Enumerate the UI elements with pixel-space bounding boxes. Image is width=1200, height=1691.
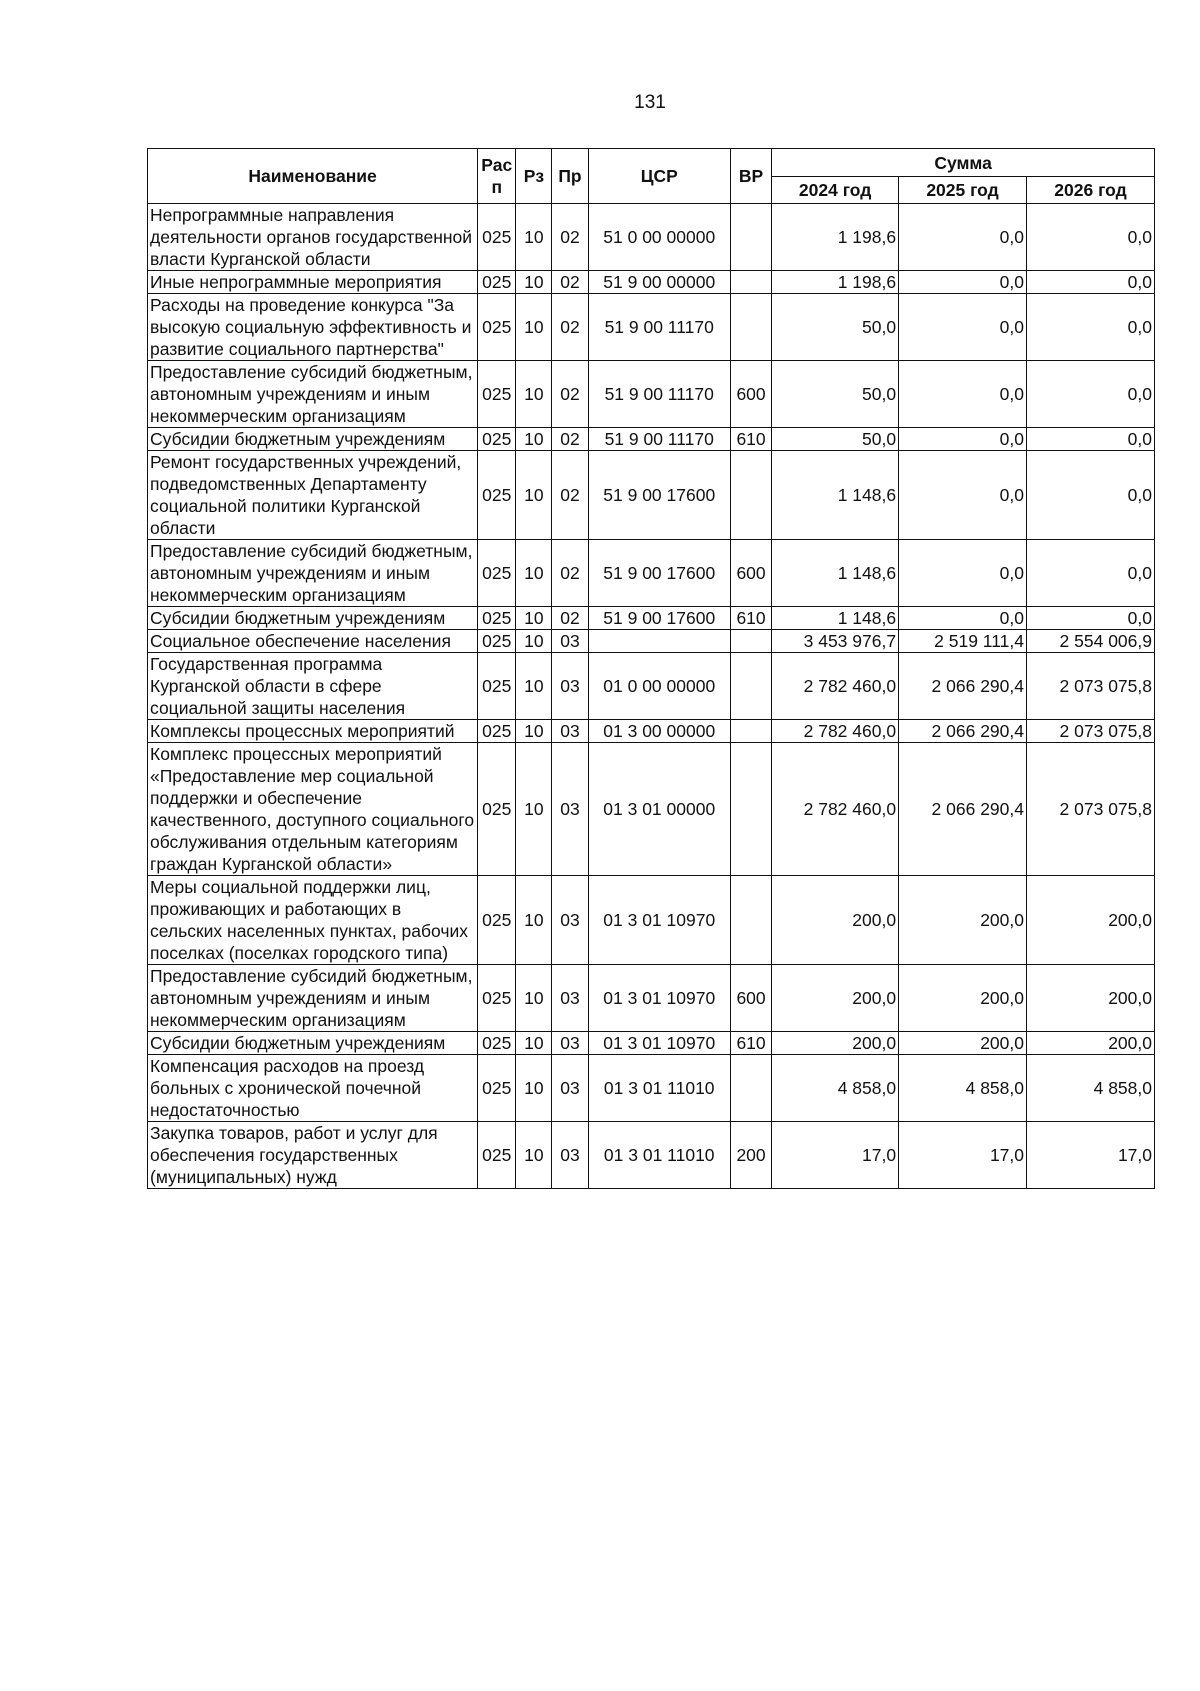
cell-pr: 03 xyxy=(552,743,588,876)
cell-rz: 10 xyxy=(516,607,552,630)
cell-name: Субсидии бюджетным учреждениям xyxy=(148,607,478,630)
cell-vr: 600 xyxy=(730,540,771,607)
cell-csr: 01 3 01 11010 xyxy=(588,1055,730,1122)
cell-2025: 0,0 xyxy=(899,204,1027,271)
cell-rz: 10 xyxy=(516,1032,552,1055)
cell-2025: 2 066 290,4 xyxy=(899,720,1027,743)
header-vr: ВР xyxy=(730,149,771,204)
cell-csr: 51 9 00 00000 xyxy=(588,271,730,294)
cell-2026: 0,0 xyxy=(1027,361,1155,428)
table-header xyxy=(148,149,1155,204)
table-row xyxy=(148,204,1155,271)
cell-2024: 200,0 xyxy=(772,1032,899,1055)
cell-2026: 200,0 xyxy=(1027,1032,1155,1055)
cell-2024: 200,0 xyxy=(772,965,899,1032)
cell-rasp: 025 xyxy=(478,1122,516,1189)
cell-rasp: 025 xyxy=(478,294,516,361)
cell-vr xyxy=(730,653,771,720)
table-row xyxy=(148,743,1155,876)
table-row xyxy=(148,271,1155,294)
cell-2026: 0,0 xyxy=(1027,271,1155,294)
cell-name: Ремонт государственных учреждений, подведомственных Департаменту социальной политики Курганской области xyxy=(148,451,478,540)
cell-pr: 03 xyxy=(552,720,588,743)
cell-vr: 600 xyxy=(730,965,771,1032)
cell-rasp: 025 xyxy=(478,361,516,428)
cell-2024: 1 148,6 xyxy=(772,451,899,540)
cell-2025: 0,0 xyxy=(899,428,1027,451)
cell-name: Комплексы процессных мероприятий xyxy=(148,720,478,743)
cell-csr: 51 9 00 11170 xyxy=(588,428,730,451)
cell-vr xyxy=(730,451,771,540)
cell-2026: 0,0 xyxy=(1027,204,1155,271)
header-sum: Сумма xyxy=(772,149,1155,177)
cell-pr: 02 xyxy=(552,607,588,630)
cell-pr: 02 xyxy=(552,271,588,294)
cell-pr: 03 xyxy=(552,1032,588,1055)
cell-vr: 600 xyxy=(730,361,771,428)
table-row xyxy=(148,1122,1155,1189)
cell-2025: 2 066 290,4 xyxy=(899,653,1027,720)
header-rz: Рз xyxy=(516,149,552,204)
table-row xyxy=(148,965,1155,1032)
cell-name: Компенсация расходов на проезд больных с хронической почечной недостаточностью xyxy=(148,1055,478,1122)
table-row xyxy=(148,630,1155,653)
cell-vr xyxy=(730,743,771,876)
cell-name: Иные непрограммные мероприятия xyxy=(148,271,478,294)
cell-2026: 2 073 075,8 xyxy=(1027,743,1155,876)
cell-2024: 2 782 460,0 xyxy=(772,653,899,720)
cell-2026: 17,0 xyxy=(1027,1122,1155,1189)
cell-name: Расходы на проведение конкурса "За высокую социальную эффективность и развитие социального партнерства" xyxy=(148,294,478,361)
cell-pr: 03 xyxy=(552,1122,588,1189)
cell-2025: 200,0 xyxy=(899,965,1027,1032)
cell-csr: 01 3 01 10970 xyxy=(588,1032,730,1055)
cell-vr: 610 xyxy=(730,607,771,630)
header-pr: Пр xyxy=(552,149,588,204)
cell-pr: 02 xyxy=(552,204,588,271)
cell-csr xyxy=(588,630,730,653)
cell-2025: 200,0 xyxy=(899,1032,1027,1055)
cell-rasp: 025 xyxy=(478,876,516,965)
table-row xyxy=(148,451,1155,540)
cell-pr: 02 xyxy=(552,294,588,361)
cell-pr: 03 xyxy=(552,1055,588,1122)
cell-rasp: 025 xyxy=(478,1055,516,1122)
cell-2025: 200,0 xyxy=(899,876,1027,965)
cell-vr xyxy=(730,720,771,743)
cell-rasp: 025 xyxy=(478,743,516,876)
cell-rasp: 025 xyxy=(478,720,516,743)
cell-rz: 10 xyxy=(516,630,552,653)
cell-pr: 03 xyxy=(552,876,588,965)
table-row xyxy=(148,1055,1155,1122)
cell-csr: 01 3 01 00000 xyxy=(588,743,730,876)
cell-rasp: 025 xyxy=(478,653,516,720)
cell-vr xyxy=(730,1055,771,1122)
cell-rz: 10 xyxy=(516,653,552,720)
header-year-2026: 2026 год xyxy=(1027,177,1155,204)
cell-2026: 0,0 xyxy=(1027,607,1155,630)
cell-2024: 1 148,6 xyxy=(772,540,899,607)
header-name: Наименование xyxy=(148,149,478,204)
cell-csr: 51 9 00 17600 xyxy=(588,540,730,607)
cell-2026: 2 554 006,9 xyxy=(1027,630,1155,653)
cell-2024: 4 858,0 xyxy=(772,1055,899,1122)
cell-vr xyxy=(730,630,771,653)
table-row xyxy=(148,653,1155,720)
cell-name: Предоставление субсидий бюджетным, автономным учреждениям и иным некоммерческим организациям xyxy=(148,540,478,607)
cell-2024: 50,0 xyxy=(772,428,899,451)
cell-2024: 2 782 460,0 xyxy=(772,720,899,743)
table-row xyxy=(148,428,1155,451)
cell-rasp: 025 xyxy=(478,965,516,1032)
cell-csr: 01 3 01 11010 xyxy=(588,1122,730,1189)
cell-rz: 10 xyxy=(516,965,552,1032)
cell-2026: 200,0 xyxy=(1027,876,1155,965)
cell-vr xyxy=(730,294,771,361)
cell-2026: 0,0 xyxy=(1027,428,1155,451)
cell-2026: 0,0 xyxy=(1027,451,1155,540)
cell-2024: 17,0 xyxy=(772,1122,899,1189)
table-row xyxy=(148,361,1155,428)
cell-vr xyxy=(730,876,771,965)
cell-2025: 2 519 111,4 xyxy=(899,630,1027,653)
cell-name: Меры социальной поддержки лиц, проживающих и работающих в сельских населенных пунктах, рабочих поселках (поселках городского типа) xyxy=(148,876,478,965)
cell-2026: 2 073 075,8 xyxy=(1027,653,1155,720)
cell-2026: 0,0 xyxy=(1027,294,1155,361)
cell-vr: 610 xyxy=(730,428,771,451)
cell-rz: 10 xyxy=(516,876,552,965)
cell-2025: 0,0 xyxy=(899,294,1027,361)
cell-vr xyxy=(730,204,771,271)
cell-csr: 01 3 00 00000 xyxy=(588,720,730,743)
cell-2024: 50,0 xyxy=(772,361,899,428)
cell-rasp: 025 xyxy=(478,630,516,653)
cell-rz: 10 xyxy=(516,271,552,294)
cell-name: Комплекс процессных мероприятий «Предоставление мер социальной поддержки и обеспечение качественного, доступного социального обслуживания отдельным категориям граждан Курганской области» xyxy=(148,743,478,876)
cell-2024: 2 782 460,0 xyxy=(772,743,899,876)
cell-rz: 10 xyxy=(516,428,552,451)
cell-2024: 200,0 xyxy=(772,876,899,965)
table-row xyxy=(148,540,1155,607)
cell-2024: 3 453 976,7 xyxy=(772,630,899,653)
table-row xyxy=(148,607,1155,630)
cell-2024: 50,0 xyxy=(772,294,899,361)
header-year-2024: 2024 год xyxy=(772,177,899,204)
cell-vr: 610 xyxy=(730,1032,771,1055)
cell-rz: 10 xyxy=(516,1122,552,1189)
cell-2024: 1 198,6 xyxy=(772,204,899,271)
cell-rz: 10 xyxy=(516,294,552,361)
cell-name: Предоставление субсидий бюджетным, автономным учреждениям и иным некоммерческим организациям xyxy=(148,965,478,1032)
cell-pr: 02 xyxy=(552,540,588,607)
cell-2024: 1 198,6 xyxy=(772,271,899,294)
table-row xyxy=(148,294,1155,361)
cell-vr xyxy=(730,271,771,294)
cell-2025: 0,0 xyxy=(899,451,1027,540)
cell-pr: 02 xyxy=(552,428,588,451)
cell-rz: 10 xyxy=(516,361,552,428)
cell-csr: 51 0 00 00000 xyxy=(588,204,730,271)
cell-pr: 02 xyxy=(552,361,588,428)
cell-pr: 03 xyxy=(552,965,588,1032)
cell-2025: 4 858,0 xyxy=(899,1055,1027,1122)
cell-2025: 0,0 xyxy=(899,361,1027,428)
table-row xyxy=(148,1032,1155,1055)
cell-2025: 0,0 xyxy=(899,271,1027,294)
cell-csr: 51 9 00 11170 xyxy=(588,361,730,428)
cell-rasp: 025 xyxy=(478,428,516,451)
cell-rasp: 025 xyxy=(478,204,516,271)
cell-2026: 0,0 xyxy=(1027,540,1155,607)
table-row xyxy=(148,720,1155,743)
header-rasp: Рас п xyxy=(478,149,516,204)
cell-name: Социальное обеспечение населения xyxy=(148,630,478,653)
cell-2025: 0,0 xyxy=(899,540,1027,607)
cell-2026: 2 073 075,8 xyxy=(1027,720,1155,743)
cell-2025: 17,0 xyxy=(899,1122,1027,1189)
table-row xyxy=(148,876,1155,965)
cell-2024: 1 148,6 xyxy=(772,607,899,630)
cell-rz: 10 xyxy=(516,540,552,607)
cell-rz: 10 xyxy=(516,204,552,271)
header-year-2025: 2025 год xyxy=(899,177,1027,204)
cell-csr: 51 9 00 17600 xyxy=(588,607,730,630)
cell-rz: 10 xyxy=(516,743,552,876)
cell-rasp: 025 xyxy=(478,607,516,630)
cell-name: Предоставление субсидий бюджетным, автономным учреждениям и иным некоммерческим организациям xyxy=(148,361,478,428)
cell-pr: 02 xyxy=(552,451,588,540)
cell-rz: 10 xyxy=(516,451,552,540)
cell-csr: 51 9 00 17600 xyxy=(588,451,730,540)
cell-csr: 01 3 01 10970 xyxy=(588,876,730,965)
cell-name: Государственная программа Курганской области в сфере социальной защиты населения xyxy=(148,653,478,720)
cell-name: Субсидии бюджетным учреждениям xyxy=(148,1032,478,1055)
cell-pr: 03 xyxy=(552,630,588,653)
cell-vr: 200 xyxy=(730,1122,771,1189)
page-number: 131 xyxy=(634,92,666,113)
cell-2025: 2 066 290,4 xyxy=(899,743,1027,876)
cell-csr: 01 0 00 00000 xyxy=(588,653,730,720)
cell-2025: 0,0 xyxy=(899,607,1027,630)
cell-rasp: 025 xyxy=(478,271,516,294)
cell-name: Непрограммные направления деятельности органов государственной власти Курганской области xyxy=(148,204,478,271)
cell-rasp: 025 xyxy=(478,1032,516,1055)
cell-rz: 10 xyxy=(516,720,552,743)
cell-rasp: 025 xyxy=(478,451,516,540)
cell-csr: 51 9 00 11170 xyxy=(588,294,730,361)
cell-2026: 4 858,0 xyxy=(1027,1055,1155,1122)
cell-rasp: 025 xyxy=(478,540,516,607)
cell-name: Закупка товаров, работ и услуг для обеспечения государственных (муниципальных) нужд xyxy=(148,1122,478,1189)
cell-pr: 03 xyxy=(552,653,588,720)
header-csr: ЦСР xyxy=(588,149,730,204)
cell-2026: 200,0 xyxy=(1027,965,1155,1032)
cell-rz: 10 xyxy=(516,1055,552,1122)
cell-name: Субсидии бюджетным учреждениям xyxy=(148,428,478,451)
cell-csr: 01 3 01 10970 xyxy=(588,965,730,1032)
budget-table xyxy=(147,148,1155,1189)
table-body xyxy=(148,204,1155,1189)
